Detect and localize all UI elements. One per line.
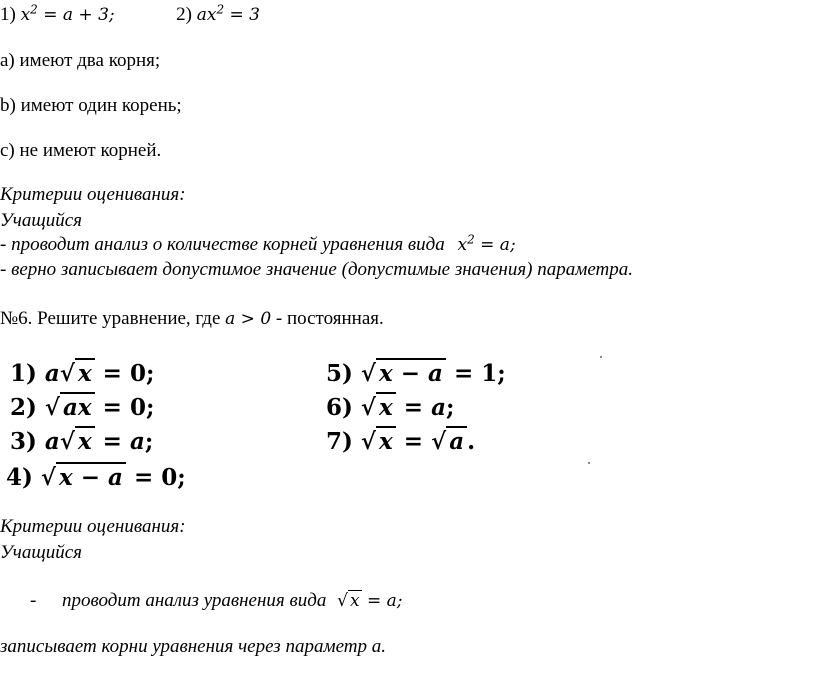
option-a: a) имеют два корня; — [0, 50, 161, 71]
criteria-item-1: - проводит анализ о количестве корней уравнения вида $x^2 = a$; — [0, 232, 516, 255]
criteria-student-1: Учащийся — [0, 210, 82, 231]
bullet: - — [30, 590, 37, 611]
criteria-item-4: записывает корни уравнения через параметр а. — [0, 636, 386, 657]
task-6-statement: №6. Решите уравнение, где a > 0 - постоянная. — [0, 308, 384, 329]
equation-3: 3) a√ x = a; — [10, 428, 154, 455]
problem-1-number: 1) — [0, 4, 21, 25]
criteria-heading-1: Критерии оценивания: — [0, 184, 186, 205]
criteria-heading-2: Критерии оценивания: — [0, 516, 186, 537]
equation-4: 4) √ x − a = 0; — [6, 464, 186, 491]
criteria-student-2: Учащийся — [0, 542, 82, 563]
equation-2: 2) √ ax = 0; — [10, 394, 155, 421]
problem-2-number: 2) — [176, 4, 197, 25]
problem-1-equation: $x^2 = a + 3$; — [20, 2, 115, 25]
problem-2-equation: $ax^2 = 3$ — [196, 2, 260, 25]
equation-6: 6) √ x = a; — [326, 394, 455, 421]
criteria-item-3: - проводит анализ уравнения вида √ x = a; — [30, 590, 403, 611]
scan-speck — [600, 356, 602, 358]
task-line — [0, 4, 260, 26]
criteria-item-2: - верно записывает допустимое значение (допустимые значения) параметра. — [0, 259, 634, 280]
equation-5: 5) √ x − a = 1; — [326, 360, 506, 387]
scan-speck — [588, 462, 590, 464]
option-b: b) имеют один корень; — [0, 95, 182, 116]
equation-7: 7) √ x = √ a . — [326, 428, 476, 455]
option-c: c) не имеют корней. — [0, 140, 162, 161]
equation-1: 1) a√ x = 0; — [10, 360, 155, 387]
